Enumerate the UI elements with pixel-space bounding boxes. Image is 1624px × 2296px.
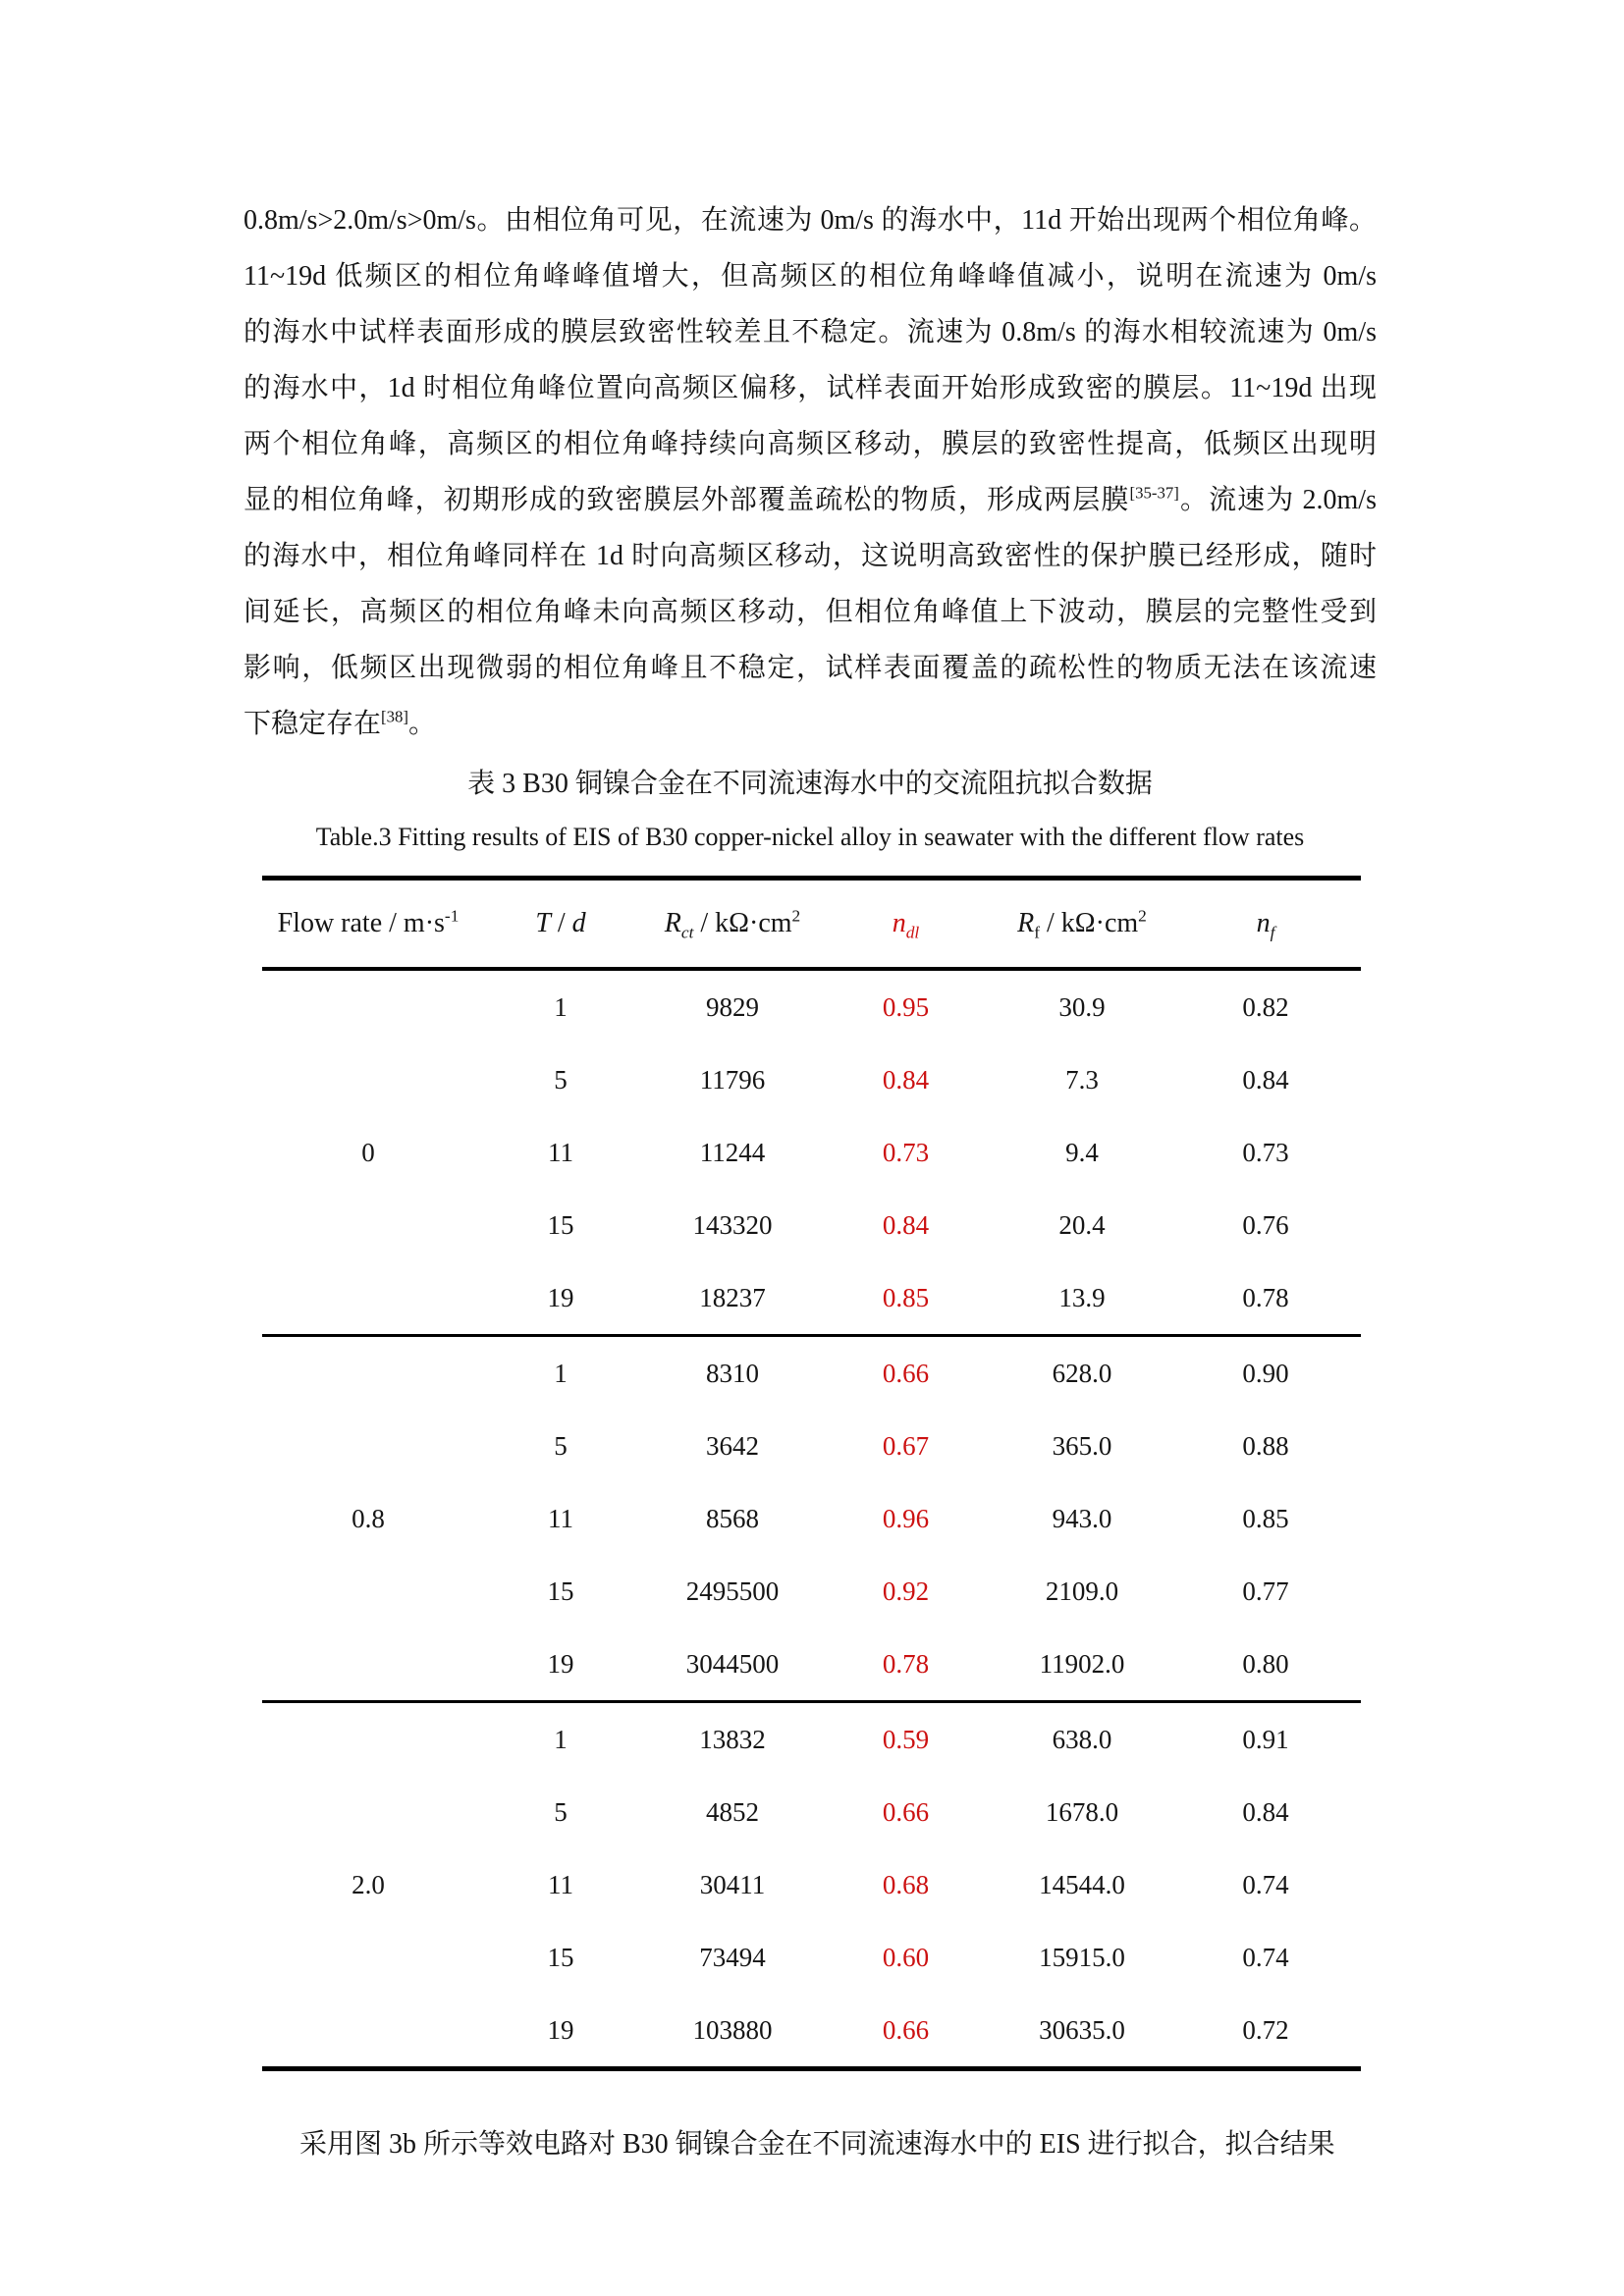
table-header-row <box>262 879 1361 970</box>
cell-rct: 11796 <box>699 1064 766 1095</box>
cell-nf: 0.84 <box>1242 1796 1289 1827</box>
cell-flow-rate: 0.8 <box>262 1336 474 1702</box>
table-row <box>262 1336 1361 1411</box>
cell-flow-rate: 0 <box>361 1137 375 1167</box>
cell-flow-rate: 2.0 <box>262 1702 474 2069</box>
cell-ndl: 0.92 <box>882 1575 930 1606</box>
text-line: 下稳定存在[38]。 <box>244 707 436 739</box>
cell-ndl: 0.96 <box>882 1503 930 1533</box>
cell-time: 11 <box>548 1869 573 1899</box>
cell-rct: 2495500 <box>685 1575 780 1606</box>
cell-rf: 638.0 <box>994 1702 1170 1777</box>
cell-rf: 1678.0 <box>1045 1796 1119 1827</box>
cell-rct: 11244 <box>699 1137 766 1167</box>
cell-nf: 0.78 <box>1242 1282 1289 1312</box>
rich-text-fragment: f <box>1270 923 1275 942</box>
text-line: 的海水中，相位角峰同样在 1d 时向高频区移动，这说明高致密性的保护膜已经形成，随时 <box>244 541 1377 571</box>
cell-ndl: 0.68 <box>882 1869 930 1899</box>
cell-ndl: 0.95 <box>882 991 930 1022</box>
cell-time: 15 <box>547 1209 574 1240</box>
cell-nf: 0.91 <box>1170 1702 1361 1777</box>
text-line: 影响，低频区出现微弱的相位角峰且不稳定，试样表面覆盖的疏松性的物质无法在该流速 <box>244 653 1377 683</box>
cell-nf: 0.72 <box>1242 2014 1289 2045</box>
cell-rf: 628.0 <box>994 1336 1170 1411</box>
cell-time: 11 <box>548 1503 573 1533</box>
cell-time: 5 <box>554 1430 568 1461</box>
column-header-t-d: T / d <box>535 908 586 938</box>
text-line: 间延长，高频区的相位角峰未向高频区移动，但相位角峰值上下波动，膜层的完整性受到 <box>244 597 1377 627</box>
cell-time: 11 <box>548 1137 573 1167</box>
cell-rf: 943.0 <box>1052 1503 1112 1533</box>
table-caption-chinese: 表 3 B30 铜镍合金在不同流速海水中的交流阻抗拟合数据 <box>467 769 1153 799</box>
cell-rct: 8310 <box>647 1336 818 1411</box>
body-paragraph-1 <box>244 192 1377 752</box>
rich-text-fragment: 2 <box>791 906 801 926</box>
cell-time: 1 <box>474 1702 647 1777</box>
rich-text-fragment: 2 <box>1138 906 1147 926</box>
cell-rct: 18237 <box>699 1282 766 1312</box>
rich-text-fragment: n <box>892 908 906 938</box>
cell-time: 19 <box>547 1648 574 1679</box>
cell-nf: 0.90 <box>1170 1336 1361 1411</box>
cell-time: 1 <box>554 991 568 1022</box>
cell-ndl: 0.66 <box>882 2014 930 2045</box>
column-header-ndl <box>818 879 994 970</box>
cell-nf: 0.80 <box>1242 1648 1289 1679</box>
text-line: 的海水中，1d 时相位角峰位置向高频区偏移，试样表面开始形成致密的膜层。11~19d 出现 <box>244 373 1377 403</box>
cell-nf: 0.74 <box>1242 1869 1289 1899</box>
text-line: 0.8m/s>2.0m/s>0m/s。由相位角可见，在流速为 0m/s 的海水中，11d 开始出现两个相位角峰。 <box>244 205 1377 236</box>
cell-time: 15 <box>547 1942 574 1972</box>
cell-rf: 365.0 <box>1052 1430 1112 1461</box>
cell-time: 15 <box>547 1575 574 1606</box>
column-header-rf: $R_f / k\Omega\cdot cm^2$ <box>1017 906 1147 942</box>
cell-time: 19 <box>547 2014 574 2045</box>
eis-fitting-table <box>262 876 1361 2071</box>
text-line: 采用图 3b 所示等效电路对 B30 铜镍合金在不同流速海水中的 EIS 进行拟合，拟合结果 <box>299 2129 1335 2160</box>
rich-text-fragment: [38] <box>381 707 408 726</box>
cell-nf: 0.76 <box>1242 1209 1289 1240</box>
cell-rct: 103880 <box>692 2014 773 2045</box>
cell-time: 5 <box>554 1796 568 1827</box>
table-row <box>262 1702 1361 1777</box>
cell-rct: 13832 <box>647 1702 818 1777</box>
rich-text-fragment: [35-37] <box>1129 483 1179 503</box>
cell-nf: 0.82 <box>1242 991 1289 1022</box>
column-header-flow-rate: Flow rate / $m\cdot s^{-1}$ <box>277 906 460 938</box>
cell-rct: 30411 <box>699 1869 766 1899</box>
cell-ndl: 0.84 <box>882 1209 930 1240</box>
rich-text-fragment: T <box>535 908 551 938</box>
cell-rct: 3044500 <box>685 1648 780 1679</box>
cell-rf: 2109.0 <box>1045 1575 1119 1606</box>
page-content <box>244 192 1377 2172</box>
cell-rf: 15915.0 <box>1039 1942 1125 1972</box>
cell-ndl: 0.67 <box>882 1430 930 1461</box>
rich-text-fragment: d <box>571 908 586 938</box>
cell-rf: 30.9 <box>1058 991 1106 1022</box>
rich-text-fragment: n <box>1256 908 1271 938</box>
cell-rct: 73494 <box>699 1942 766 1972</box>
body-paragraph-2 <box>244 2116 1377 2172</box>
cell-rf: 13.9 <box>1058 1282 1106 1312</box>
cell-ndl: 0.59 <box>818 1702 994 1777</box>
cell-ndl: 0.73 <box>882 1137 930 1167</box>
cell-rct: 9829 <box>706 991 759 1022</box>
cell-rct: 4852 <box>706 1796 759 1827</box>
rich-text-fragment: f <box>1034 923 1041 942</box>
cell-ndl: 0.84 <box>882 1064 930 1095</box>
table-body <box>262 969 1361 2069</box>
cell-rf: 11902.0 <box>1039 1648 1125 1679</box>
cell-rf: 7.3 <box>1065 1064 1099 1095</box>
cell-rct: 8568 <box>706 1503 759 1533</box>
cell-ndl: 0.66 <box>818 1336 994 1411</box>
table-row <box>262 969 1361 1043</box>
cell-rf: 30635.0 <box>1039 2014 1125 2045</box>
rich-text-fragment: ct <box>680 923 694 942</box>
cell-time: 1 <box>474 1336 647 1411</box>
cell-nf: 0.84 <box>1242 1064 1289 1095</box>
cell-ndl: 0.85 <box>882 1282 930 1312</box>
column-header-rct: $R_{ct} / k\Omega\cdot cm^2$ <box>664 906 801 942</box>
rich-text-fragment: -1 <box>444 906 460 926</box>
text-line: 的海水中试样表面形成的膜层致密性较差且不稳定。流速为 0.8m/s 的海水相较流速为 0m/s <box>244 317 1377 347</box>
text-line: 11~19d 低频区的相位角峰峰值增大，但高频区的相位角峰峰值减小，说明在流速为 0m/s <box>244 261 1377 292</box>
cell-ndl: 0.60 <box>882 1942 930 1972</box>
cell-ndl: 0.66 <box>882 1796 930 1827</box>
rich-text-fragment: R <box>664 908 681 938</box>
cell-nf: 0.73 <box>1242 1137 1289 1167</box>
cell-rct: 3642 <box>706 1430 759 1461</box>
cell-nf: 0.74 <box>1242 1942 1289 1972</box>
table-caption-english: Table.3 Fitting results of EIS of B30 copper-nickel alloy in seawater with the different flow rates <box>315 823 1305 851</box>
rich-text-fragment: R <box>1017 908 1035 938</box>
cell-time: 5 <box>554 1064 568 1095</box>
column-header-nf <box>1170 879 1361 970</box>
text-line: 两个相位角峰，高频区的相位角峰持续向高频区移动，膜层的致密性提高，低频区出现明 <box>244 429 1377 459</box>
table-header <box>262 879 1361 970</box>
cell-time: 19 <box>547 1282 574 1312</box>
cell-rf: 9.4 <box>1065 1137 1099 1167</box>
cell-nf: 0.77 <box>1242 1575 1289 1606</box>
cell-rct: 143320 <box>692 1209 773 1240</box>
rich-text-fragment: dl <box>905 923 920 942</box>
text-line: 显的相位角峰，初期形成的致密膜层外部覆盖疏松的物质，形成两层膜[35-37]。流速为 2.0m/s <box>244 483 1377 515</box>
cell-nf: 0.85 <box>1242 1503 1289 1533</box>
cell-rf: 14544.0 <box>1039 1869 1125 1899</box>
cell-rf: 20.4 <box>1058 1209 1106 1240</box>
cell-nf: 0.88 <box>1242 1430 1289 1461</box>
cell-ndl: 0.78 <box>882 1648 930 1679</box>
